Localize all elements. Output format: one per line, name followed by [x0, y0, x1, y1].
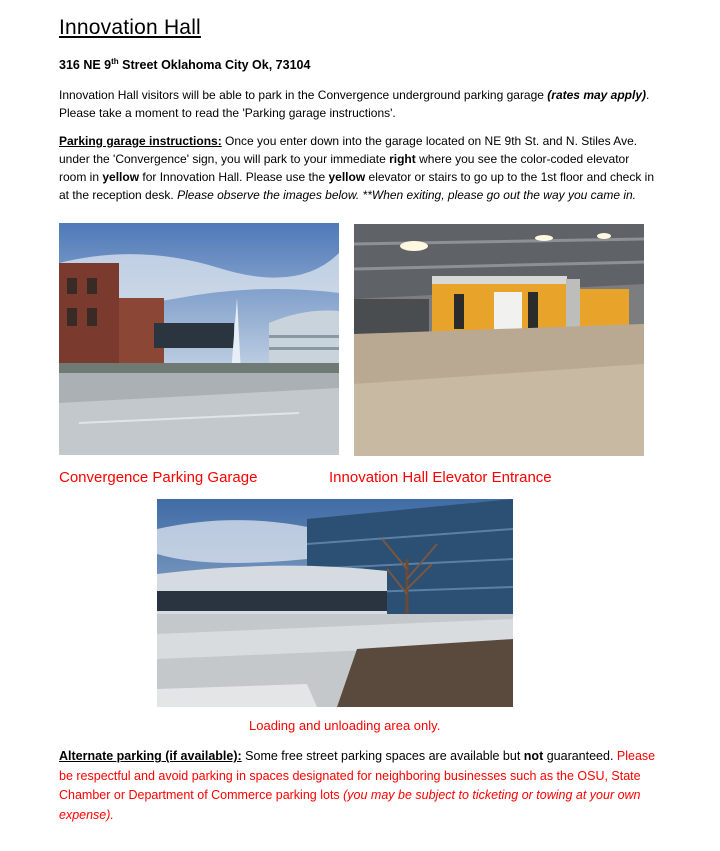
- address: 316 NE 9th Street Oklahoma City Ok, 73104: [59, 57, 311, 73]
- instructions-heading: Parking garage instructions:: [59, 134, 222, 148]
- intro-paragraph: Innovation Hall visitors will be able to park in the Convergence underground parking garage (rates may apply). Please take a moment to read the 'Parking garage instructions'.: [59, 88, 650, 120]
- alternate-heading: Alternate parking (if available):: [59, 749, 242, 763]
- loading-caption: Loading and unloading area only.: [249, 718, 441, 733]
- elevator-caption: Innovation Hall Elevator Entrance: [329, 469, 552, 486]
- instructions-paragraph: Parking garage instructions: Once you enter down into the garage located on NE 9th St. and N. Stiles Ave. under the 'Convergence' sign, you will park to your immediate right where you see the color-coded elevator room in yellow for Innovation Hall. Please use the yellow elevator or stairs to go up to the 1st floor and check in at the reception desk. Please observe the images below. **When exiting, please go out the way you came in.: [59, 134, 655, 202]
- garage-photo: [59, 223, 339, 455]
- page-title: Innovation Hall: [59, 16, 201, 39]
- elevator-photo: [354, 224, 644, 456]
- loading-area-photo: [157, 499, 513, 707]
- garage-caption: Convergence Parking Garage: [59, 469, 258, 486]
- alternate-parking-paragraph: Alternate parking (if available): Some free street parking spaces are available but not guaranteed. Please be respectful and avoid parking in spaces designated for neighboring businesses such as the OSU, State Chamber or Department of Commerce parking lots (you may be subject to ticketing or towing at your own expense).: [59, 749, 656, 822]
